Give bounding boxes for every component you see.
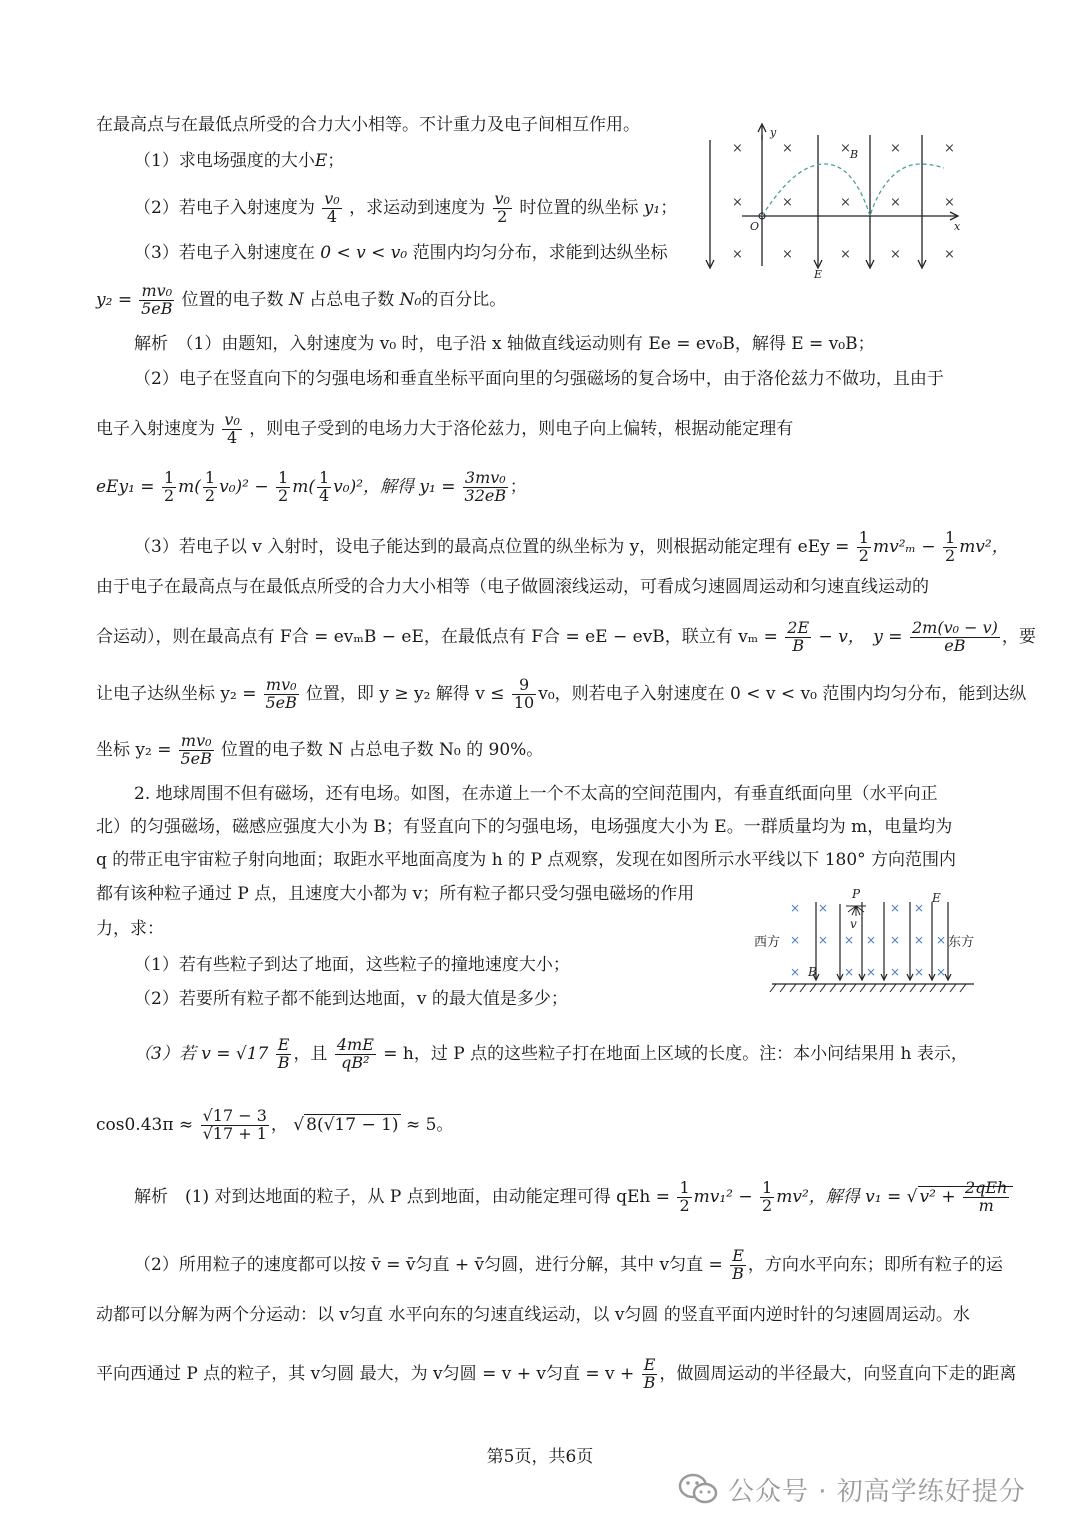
field-cross: × [944,247,955,262]
solution1-line-8: 让电子达纵坐标 y₂ = $\frac{\text{mv₀}}{5eB}$ 位置，即 y ≥ y₂ 解得 v ≤ $\frac{9}{10}$ v₀，则若电子入射速度在 0 < v < v₀ 范围内均匀分布，能到达纵 [96,675,1027,712]
solution2-line-2: （2）所用粒子的速度都可以按 v̄ = v̄匀直 + v̄匀圆，进行分解，其中 v匀直 = $\frac{E}{B}$ ，方向水平向东；即所有粒子的运 [134,1246,1003,1283]
problem1-question-3-cont: y₂ = $\frac{\text{mv₀}}{5eB}$ 位置的电子数 N 占总电子数 N₀的百分比。 [96,281,507,318]
problem1-question-2: （2）若电子入射速度为 $\frac{\text{v₀}}{4}$ ，求运动到速度为 $\frac{\text{v₀}}{2}$ 时位置的纵坐标 y₁； [134,189,678,226]
field-cross: × [914,901,925,915]
axis-label-y: y [770,126,777,139]
field-cross: × [790,965,801,979]
solution1-line-1: 解析 （1）由题知，入射速度为 v₀ 时，电子沿 x 轴做直线运动则有 Ee = ev₀B，解得 E = v₀B； [134,334,875,354]
field-cross: × [840,247,851,262]
field-cross: × [790,901,801,915]
problem2-text-5: 力，求： [96,919,164,939]
solution1-line-5: （3）若电子以 v 入射时，设电子能达到的最高点位置的纵坐标为 y，则根据动能定理有 eEy = $\frac{1}{2}$ mv²ₘ − $\frac{1}{2}$ mv²， [134,528,1009,565]
field-cross: × [782,247,793,262]
field-cross: × [732,195,743,210]
problem2-cos-hint: cos0.43π ≈ $\frac{√17 - 3}{√17 + 1}$ ， √ 8(√17 − 1) ≈ 5。 [96,1106,454,1143]
field-cross: × [840,141,851,156]
field-cross: × [732,247,743,262]
field-cross: × [840,195,851,210]
field-cross: × [890,901,901,915]
solution1-line-3: 电子入射速度为 $\frac{\text{v₀}}{4}$ ，则电子受到的电场力大于洛伦兹力，则电子向上偏转，根据动能定理有 [96,410,794,447]
field-cross: × [944,195,955,210]
problem2-text-2: 北）的匀强磁场，磁感应强度大小为 B；有竖直向下的匀强电场，电场强度大小为 E。一群质量均为 m，电量均为 [96,817,953,837]
problem2-text-3: q 的带正电宇宙粒子射向地面；取距水平地面高度为 h 的 P 点观察，发现在如图所示水平线以下 180° 方向范围内 [96,850,957,870]
solution1-line-7: 合运动），则在最高点有 F合 = evₘB − eE，在最低点有 F合 = eE − evB，联立有 vₘ = $\frac{2E}{B} - v$， y = $\frac{\text{2m(v₀ − v)}}{eB}$ ，要 [96,618,1036,655]
point-label-p: P [852,887,861,901]
solution2-line-4: 平向西通过 P 点的粒子，其 v匀圆 最大，为 v匀圆 = v + v匀直 = v + $\frac{E}{B}$ ，做圆周运动的半径最大，向竖直向下走的距离 [96,1355,1017,1392]
field-cross: × [782,141,793,156]
field-cross: × [890,141,901,156]
field-label-b: B [850,148,859,161]
problem2-question-1: （1）若有些粒子到达了地面，这些粒子的撞地速度大小； [134,955,570,975]
problem2-question-2: （2）若要所有粒子都不能到达地面，v 的最大值是多少； [134,989,568,1009]
origin-label: O [750,220,760,233]
axis-label-x: x [954,220,961,233]
field-label-e: E [932,891,941,905]
field-label-e: E [814,268,823,280]
field-label-b: B [808,965,817,979]
field-cross: × [936,933,947,947]
page-footer: 第5页，共6页 [486,1447,594,1467]
solution1-line-6: 由于电子在最高点与在最低点所受的合力大小相等（电子做圆滚线运动，可看成匀速圆周运动和匀速直线运动的 [96,577,929,597]
field-cross: × [866,965,877,979]
solution2-line-1: 解析 (1) 对到达地面的粒子，从 P 点到地面，由动能定理可得 qEh = $\frac{1}{2}$ mv₁² − $\frac{1}{2}$ mv²，解得 v₁ = √ v² + $\frac{\text{2qEh}}{m}$ [134,1180,1013,1215]
field-cross: × [818,901,829,915]
problem2-question-3: （3）若 v = √17 $\frac{E}{B}$ ，且 $\frac{4mE}{\text{qB²}} = h$，过 P 点的这些粒子打在地面上区域的长度。注：本小问结果用 h 表示， [134,1035,968,1072]
field-cross: × [844,933,855,947]
problem1-question-1: （1）求电场强度的大小E； [134,151,345,171]
solution1-line-9: 坐标 y₂ = $\frac{\text{mv₀}}{5eB}$ 位置的电子数 N 占总电子数 N₀ 的 90%。 [96,731,544,768]
field-cross: × [782,195,793,210]
field-cross: × [890,965,901,979]
field-cross: × [936,965,947,979]
field-cross: × [914,933,925,947]
field-cross: × [790,933,801,947]
figure-2-equator-field [752,884,977,999]
label-east: 东方 [948,935,975,950]
watermark [678,1464,1026,1514]
field-cross: × [890,195,901,210]
problem2-text-1: 2. 地球周围不但有磁场，还有电场。如图，在赤道上一个不太高的空间范围内，有垂直纸面向里（水平向正 [134,784,938,804]
field-cross: × [914,965,925,979]
watermark-text: 公众号 · 初高学练好提分 [728,1476,1026,1507]
figure-1-cycloid-field [700,120,980,280]
problem2-text-4: 都有该种粒子通过 P 点，且速度大小都为 v；所有粒子都只受匀强电磁场的作用 [96,884,695,904]
velocity-label-v: v [850,917,857,931]
solution2-line-3: 动都可以分解为两个分运动：以 v匀直 水平向东的匀速直线运动，以 v匀圆 的竖直平面内逆时针的匀速圆周运动。水 [96,1305,970,1325]
field-cross: × [818,933,829,947]
solution1-line-4: eEy₁ = $\frac{1}{2}$ m( $\frac{1}{2}$ v₀)² − $\frac{1}{2}$ m( $\frac{1}{4}$ v₀)²，解得 y₁ = $\frac{\text{3mv₀}}{32eB}$ ； [96,468,527,505]
label-west: 西方 [754,935,781,950]
solution1-line-2: （2）电子在竖直向下的匀强电场和垂直坐标平面向里的匀强磁场的复合场中，由于洛伦兹力不做功，且由于 [134,369,944,389]
p-point-rays-icon [846,906,866,916]
field-cross: × [866,933,877,947]
wechat-icon [678,1472,718,1506]
problem1-question-3: （3）若电子入射速度在 0 < v < v₀ 范围内均匀分布，求能到达纵坐标 [134,243,668,263]
field-cross: × [890,933,901,947]
field-cross: × [944,141,955,156]
field-cross: × [890,247,901,262]
problem1-condition-tail: 在最高点与在最低点所受的合力大小相等。不计重力及电子间相互作用。 [96,115,640,135]
field-cross: × [732,141,743,156]
field-cross: × [844,965,855,979]
